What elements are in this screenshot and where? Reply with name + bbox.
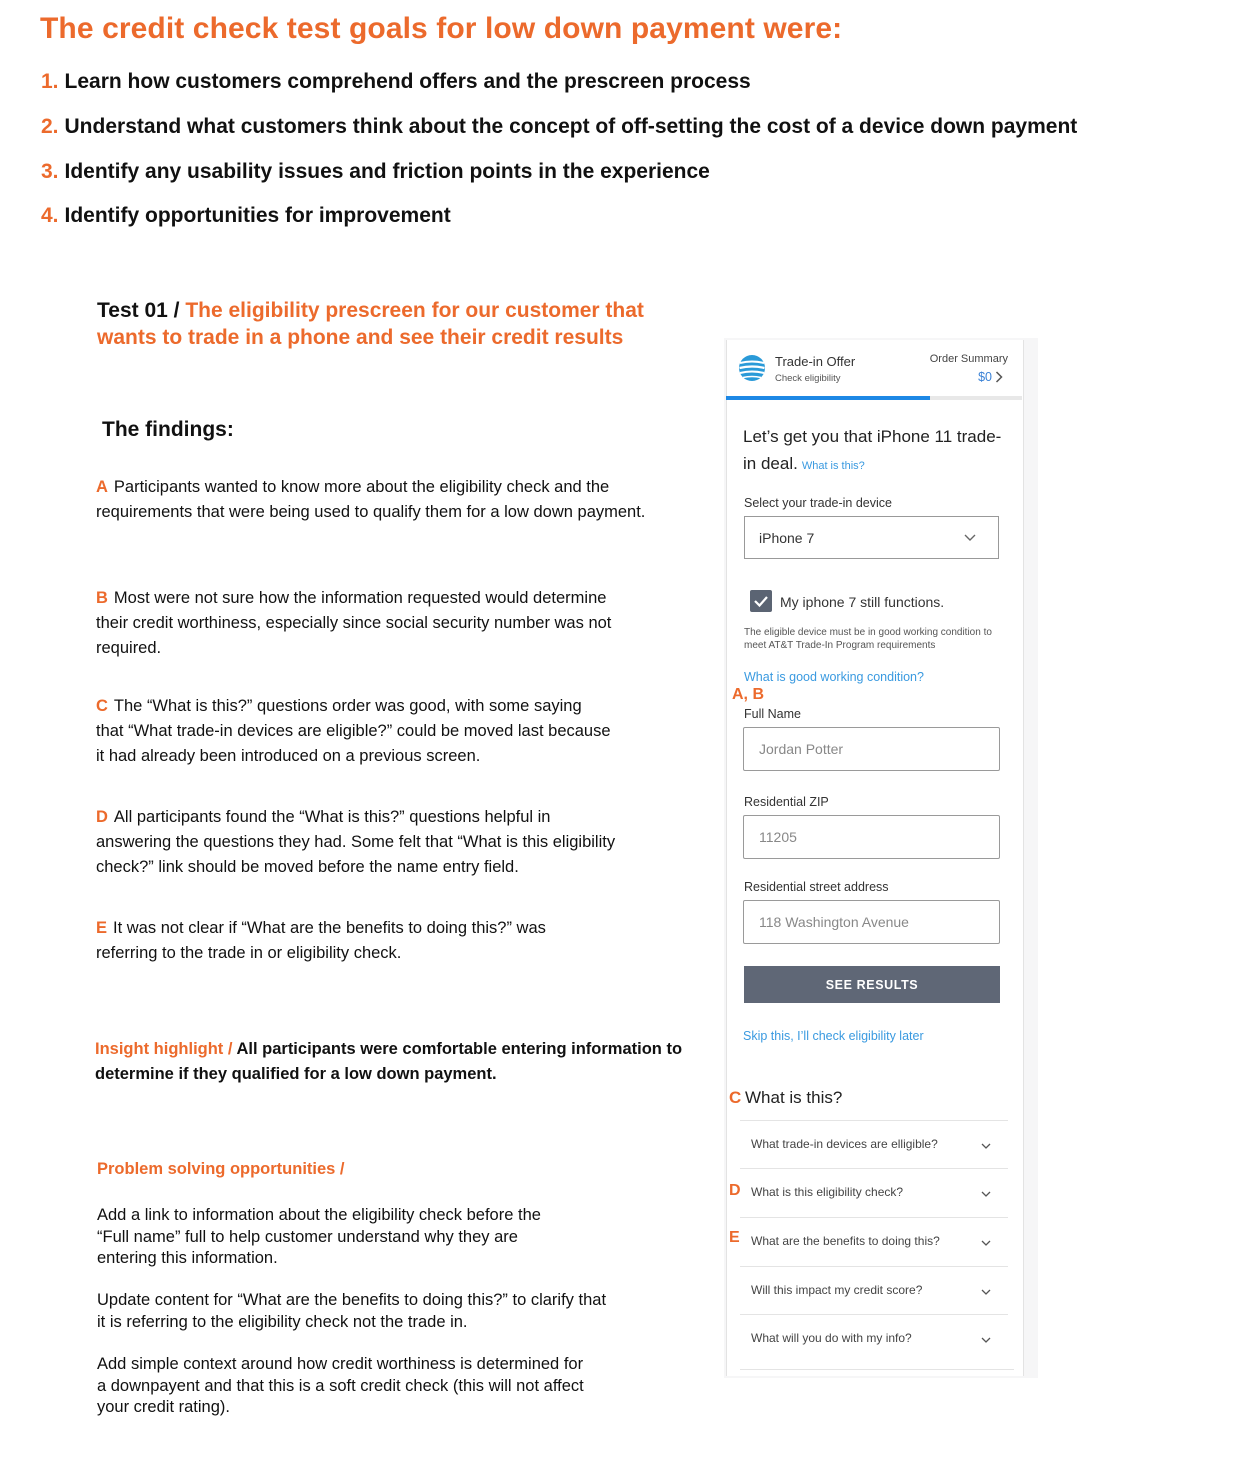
device-select-value[interactable]: iPhone 7 (759, 530, 815, 546)
zip-label: Residential ZIP (744, 795, 829, 809)
goal-text: Understand what customers think about the concept of off-setting the cost of a device down payment (64, 115, 1078, 138)
finding-item (96, 586, 641, 661)
findings-heading: The findings: (102, 418, 234, 441)
att-globe-icon (738, 354, 766, 382)
finding-text: The “What is this?” questions order was good, with some saying that “What trade-in devices are eligible?” could be moved last because it had already been introduced on a previous screen. (96, 697, 611, 765)
chevron-right-icon[interactable] (995, 371, 1003, 383)
checkmark-icon (750, 590, 772, 612)
goal-number: 4. (41, 204, 59, 227)
goal-item (41, 204, 451, 228)
finding-text: Most were not sure how the information requested would determine their credit worthiness, especially since social security number was not required. (96, 589, 612, 657)
faq-item[interactable] (740, 1168, 1008, 1217)
goal-item (41, 160, 710, 184)
skip-link[interactable]: Skip this, I’ll check eligibility later (743, 1029, 924, 1043)
faq-question[interactable]: What will you do with my info? (751, 1331, 912, 1345)
heading-text: Let’s get you that iPhone 11 trade-in deal. (743, 427, 1002, 473)
faq-question[interactable]: What are the benefits to doing this? (751, 1234, 940, 1248)
order-summary-value[interactable]: $0 (978, 370, 992, 384)
page-title: The credit check test goals for low down payment were: (40, 12, 843, 45)
finding-item (96, 916, 556, 966)
problem-heading: Problem solving opportunities / (97, 1160, 345, 1178)
phone-heading (743, 423, 1003, 480)
chevron-down-icon[interactable] (963, 530, 977, 544)
goal-item (41, 70, 751, 94)
faq-divider (740, 1369, 1014, 1370)
annotation-tag-c: C (729, 1088, 742, 1107)
test-title (97, 297, 697, 351)
device-label: Select your trade-in device (744, 496, 892, 510)
finding-item (96, 475, 656, 525)
faq-item[interactable] (740, 1217, 1008, 1266)
annotation-tag-ab: A, B (732, 686, 764, 703)
checkbox-label[interactable]: My iphone 7 still functions. (780, 594, 945, 610)
chevron-down-icon[interactable] (980, 1334, 992, 1346)
finding-item (96, 805, 616, 880)
good-condition-link[interactable]: What is good working condition? (744, 670, 924, 684)
goal-text: Identify opportunities for improvement (64, 204, 451, 227)
test-prefix: Test 01 / (97, 299, 180, 322)
faq-question[interactable]: What is this eligibility check? (751, 1185, 904, 1199)
finding-text: Participants wanted to know more about the eligibility check and the requirements that were being used to qualify them for a low down payment. (96, 478, 646, 521)
finding-text: It was not clear if “What are the benefits to doing this?” was referring to the trade in or eligibility check. (96, 919, 546, 962)
goal-text: Identify any usability issues and friction points in the experience (64, 160, 710, 183)
full-name-value[interactable]: Jordan Potter (759, 741, 844, 757)
goal-text: Learn how customers comprehend offers and the prescreen process (64, 70, 751, 93)
finding-tag: C (96, 697, 108, 715)
annotation-tag-d: D (729, 1182, 741, 1199)
finding-tag: E (96, 919, 108, 937)
finding-item (96, 694, 611, 769)
see-results-button[interactable]: SEE RESULTS (744, 966, 1000, 1003)
fine-print: The eligible device must be in good working condition to meet AT&T Trade-In Program requirements (744, 627, 992, 651)
zip-value[interactable]: 11205 (759, 829, 797, 845)
goal-number: 3. (41, 160, 59, 183)
insight-highlight (95, 1037, 695, 1087)
insight-text: All participants were comfortable entering information to determine if they qualified for a low down payment. (95, 1040, 683, 1083)
annotation-tag-e: E (729, 1229, 740, 1246)
faq-question[interactable]: Will this impact my credit score? (751, 1283, 923, 1297)
address-label: Residential street address (744, 880, 889, 894)
problem-paragraph: Add simple context around how credit worthiness is determined for a downpayent and that this is a soft credit check (this will not affect your credit rating). (97, 1355, 584, 1416)
full-name-label: Full Name (744, 707, 801, 721)
header-subtitle: Check eligibility (775, 373, 841, 384)
problem-paragraph: Add a link to information about the eligibility check before the “Full name” full to help customer understand why they are entering this information. (97, 1206, 541, 1267)
what-is-this-link[interactable]: What is this? (801, 460, 865, 472)
functions-checkbox[interactable] (750, 590, 772, 612)
finding-tag: B (96, 589, 108, 607)
problem-paragraph: Update content for “What are the benefits to doing this?” to clarify that it is referring to the eligibility check not the trade in. (97, 1291, 607, 1331)
chevron-down-icon[interactable] (980, 1188, 992, 1200)
chevron-down-icon[interactable] (980, 1286, 992, 1298)
phone-header (726, 340, 1022, 397)
order-summary-label[interactable]: Order Summary (929, 353, 1008, 365)
finding-tag: A (96, 478, 108, 496)
finding-text: All participants found the “What is this?” questions helpful in answering the questions they had. Some felt that “What is this eligibility check?” link should be moved before the name entry field. (96, 808, 616, 876)
what-is-this-heading: What is this? (745, 1088, 843, 1107)
goal-number: 1. (41, 70, 59, 93)
insight-label: Insight highlight / (95, 1040, 233, 1058)
goal-number: 2. (41, 115, 59, 138)
test-description: The eligibility prescreen for our customer that wants to trade in a phone and see their credit results (97, 299, 644, 349)
goal-item (41, 115, 1077, 139)
finding-tag: D (96, 808, 108, 826)
chevron-down-icon[interactable] (980, 1237, 992, 1249)
address-value[interactable]: 118 Washington Avenue (759, 914, 909, 930)
progress-bar (726, 396, 930, 400)
faq-item[interactable] (740, 1266, 1008, 1315)
faq-question[interactable]: What trade-in devices are elligible? (751, 1137, 938, 1151)
header-title: Trade-in Offer (775, 354, 856, 369)
faq-item[interactable] (740, 1120, 1008, 1169)
faq-item[interactable] (740, 1314, 1008, 1363)
chevron-down-icon[interactable] (980, 1140, 992, 1152)
